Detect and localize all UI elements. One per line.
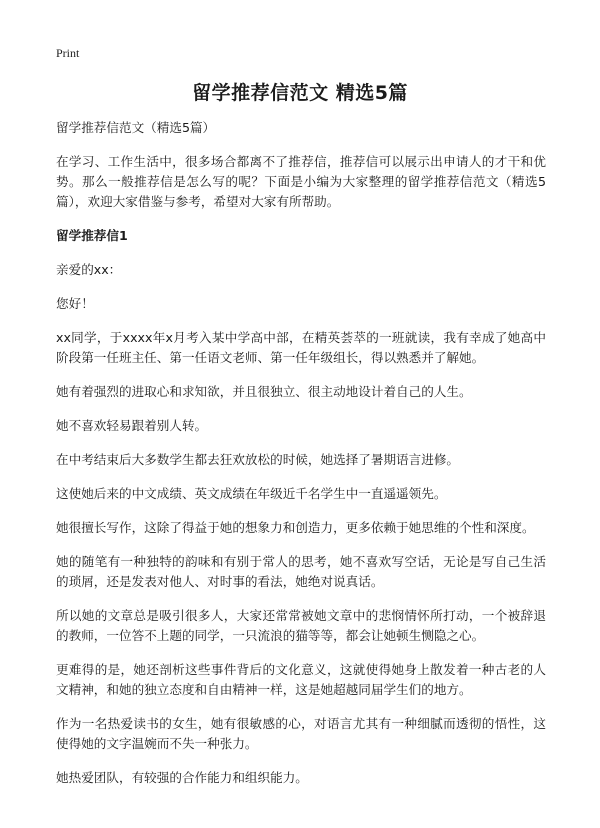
section-heading: 留学推荐信1 (56, 228, 128, 243)
letter-paragraph: 在中考结束后大多数学生都去狂欢放松的时候，她选择了暑期语言进修。 (56, 452, 459, 467)
letter-paragraph: 她有着强烈的进取心和求知欲，并且很独立、很主动地设计着自己的人生。 (56, 384, 472, 399)
document-body (56, 118, 546, 802)
letter-paragraph: 她的随笔有一种独特的韵味和有别于常人的思考，她不喜欢写空话，无论是写自己生活的琐屑，还是发表对他人、对时事的看法，她绝对说真话。 (56, 554, 546, 589)
page-title: 留学推荐信范文 精选5篇 (192, 82, 408, 104)
letter-paragraph: 她热爱团队，有较强的合作能力和组织能力。 (56, 770, 308, 785)
letter-salutation: 您好！ (56, 296, 94, 311)
letter-paragraph: 所以她的文章总是吸引很多人，大家还常常被她文章中的悲悯情怀所打动，一个被辞退的教师，一位答不上题的同学，一只流浪的猫等等，都会让她顿生恻隐之心。 (56, 608, 546, 643)
letter-paragraph: 这使她后来的中文成绩、英文成绩在年级近千名学生中一直遥遥领先。 (56, 486, 447, 501)
letter-paragraph: 她很擅长写作，这除了得益于她的想象力和创造力，更多依赖于她思维的个性和深度。 (56, 520, 535, 535)
document-subtitle: 留学推荐信范文（精选5篇） (56, 120, 216, 135)
letter-greeting: 亲爱的xx： (56, 262, 122, 277)
letter-paragraph: 更难得的是，她还剖析这些事件背后的文化意义，这就使得她身上散发着一种古老的人文精神，和她的独立态度和自由精神一样，这是她超越同届学生们的地方。 (56, 662, 546, 697)
letter-paragraph: 作为一名热爱读书的女生，她有很敏感的心，对语言尤其有一种细腻而透彻的悟性，这使得她的文字温婉而不失一种张力。 (56, 716, 546, 751)
letter-paragraph: 她不喜欢轻易跟着别人转。 (56, 418, 208, 433)
letter-paragraph: xx同学，于xxxx年x月考入某中学高中部，在精英荟萃的一班就读，我有幸成了她高中阶段第一任班主任、第一任语文老师、第一任年级组长，得以熟悉并了解她。 (56, 330, 546, 365)
print-link[interactable]: Print (56, 46, 80, 60)
intro-paragraph: 在学习、工作生活中，很多场合都离不了推荐信，推荐信可以展示出申请人的才干和优势。那么一般推荐信是怎么写的呢？下面是小编为大家整理的留学推荐信范文（精选5篇），欢迎大家借鉴与参考，希望对大家有所帮助。 (56, 154, 546, 209)
